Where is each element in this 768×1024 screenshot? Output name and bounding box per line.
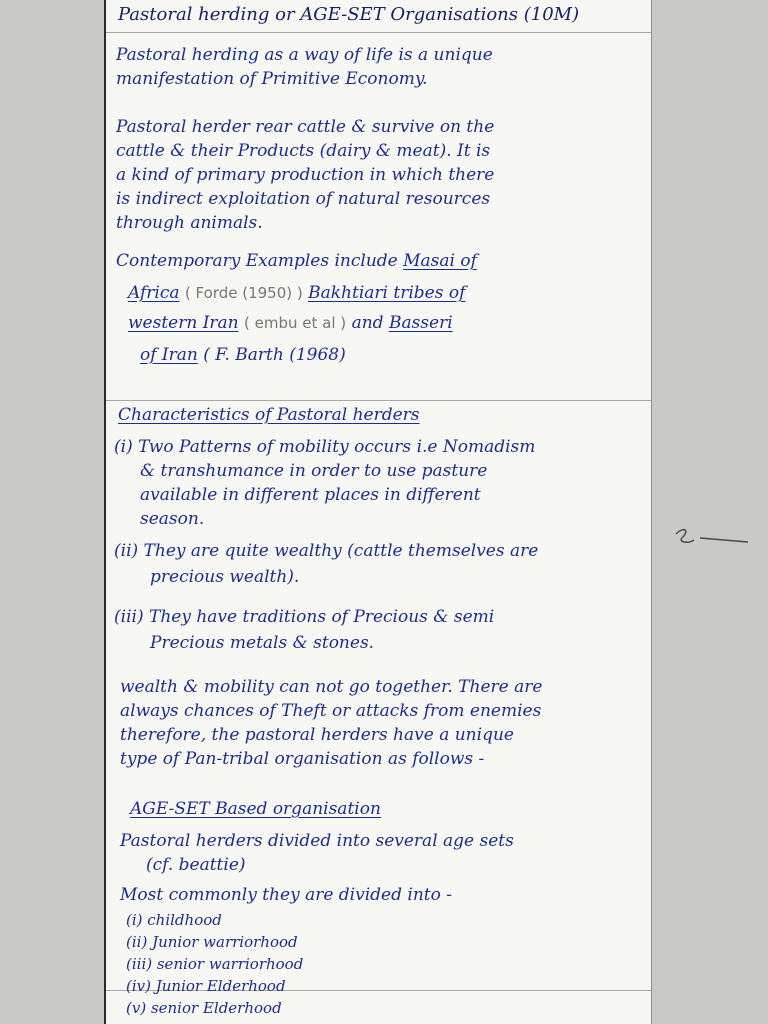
- examples-line-3: [128, 312, 453, 334]
- page-title: Pastoral herding or AGE-SET Organisations (10M): [118, 4, 580, 25]
- citation-barth: ( F. Barth (1968): [197, 345, 346, 365]
- example-iran: of Iran: [140, 345, 198, 365]
- ageset-item-1: (i) childhood: [126, 911, 222, 929]
- characteristics-heading: Characteristics of Pastoral herders: [118, 405, 420, 425]
- char-i-line-4: season.: [140, 509, 205, 529]
- char-i-line-2: & transhumance in order to use pasture: [140, 461, 488, 481]
- intro-line-1: Pastoral herding as a way of life is a unique: [116, 45, 493, 65]
- examples-and: and: [351, 313, 389, 333]
- ageset-line-2: (cf. beattie): [146, 855, 246, 875]
- examples-line-1: [116, 250, 477, 272]
- char-iii-line-1: (iii) They have traditions of Precious & semi: [114, 607, 495, 627]
- char-i-line-3: available in different places in different: [140, 485, 481, 505]
- example-basseri: Basseri: [388, 313, 453, 333]
- char-iii-line-2: Precious metals & stones.: [150, 633, 375, 653]
- ruled-line: [106, 32, 651, 33]
- pencil-squiggle-icon: [672, 520, 752, 560]
- para2-line-2: cattle & their Products (dairy & meat). It is: [116, 141, 491, 161]
- para2-line-1: Pastoral herder rear cattle & survive on the: [116, 117, 495, 137]
- intro-line-2: manifestation of Primitive Economy.: [116, 69, 428, 89]
- ruled-line: [106, 400, 651, 401]
- ageset-item-2: (ii) Junior warriorhood: [126, 933, 298, 951]
- ageset-line-3: Most commonly they are divided into -: [120, 885, 452, 905]
- ageset-item-3: (iii) senior warriorhood: [126, 955, 304, 973]
- notebook-page: [104, 0, 652, 1024]
- example-bakhtiari: Bakhtiari tribes of: [308, 283, 466, 303]
- example-africa: Africa: [128, 283, 180, 303]
- example-masai: Masai of: [403, 251, 477, 271]
- ageset-item-4: (iv) Junior Elderhood: [126, 977, 286, 995]
- ageset-line-1: Pastoral herders divided into several age sets: [120, 831, 514, 851]
- ageset-item-5: (v) senior Elderhood: [126, 999, 282, 1017]
- example-western-iran: western Iran: [128, 313, 239, 333]
- char-ii-line-2: precious wealth).: [150, 567, 300, 587]
- citation-embu: ( embu et al ): [244, 314, 347, 332]
- wealth-line-2: always chances of Theft or attacks from enemies: [120, 701, 542, 721]
- wealth-line-3: therefore, the pastoral herders have a unique: [120, 725, 514, 745]
- wealth-line-4: type of Pan-tribal organisation as follows -: [120, 749, 485, 769]
- para2-line-4: is indirect exploitation of natural resources: [116, 189, 491, 209]
- examples-line-4: [140, 344, 346, 366]
- char-i-line-1: (i) Two Patterns of mobility occurs i.e Nomadism: [114, 437, 536, 457]
- examples-intro: Contemporary Examples include: [116, 251, 404, 271]
- ageset-heading: AGE-SET Based organisation: [130, 799, 381, 819]
- examples-line-2: [128, 282, 465, 304]
- wealth-line-1: wealth & mobility can not go together. There are: [120, 677, 543, 697]
- para2-line-3: a kind of primary production in which there: [116, 165, 495, 185]
- citation-forde: ( Forde (1950) ): [184, 284, 303, 302]
- para2-line-5: through animals.: [116, 213, 263, 233]
- char-ii-line-1: (ii) They are quite wealthy (cattle themselves are: [114, 541, 539, 561]
